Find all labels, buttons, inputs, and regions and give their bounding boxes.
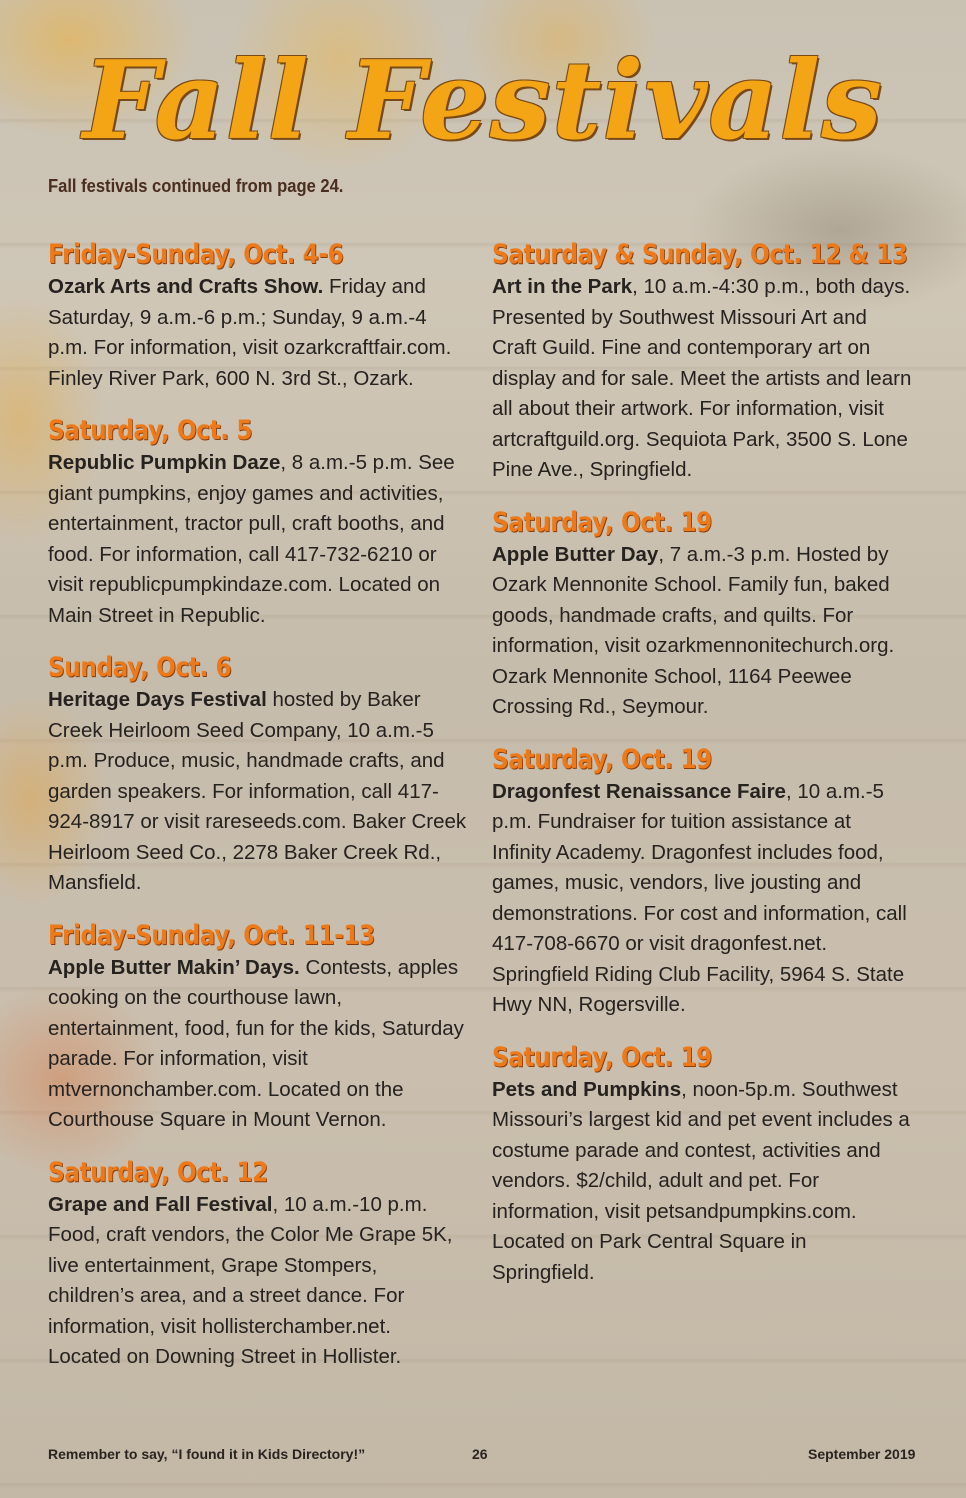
event-date: Saturday, Oct. 19	[492, 1041, 712, 1073]
event-name: Pets and Pumpkins	[492, 1077, 682, 1101]
event-details: Friday and Saturday, 9 a.m.-6 p.m.; Sunday, 9 a.m.-4 p.m. For information, visit ozarkcraftfair.com. Finley River Park, 600 N. 3rd St., Ozark.	[48, 275, 452, 390]
event-date: Saturday, Oct. 12	[48, 1156, 268, 1188]
event-details: , 10 a.m.-10 p.m. Food, craft vendors, the Color Me Grape 5K, live entertainment, Grape Stompers, children’s area, and a street dance. For information, visit hollisterchamber.net. Located on Downing Street in Hollister.	[48, 1192, 453, 1368]
event-name: Dragonfest Renaissance Faire	[492, 779, 786, 803]
event-pets-and-pumpkins	[492, 1041, 912, 1289]
event-name: Art in the Park	[492, 275, 633, 298]
issue-date: September 2019	[808, 1446, 916, 1462]
event-heritage-days	[48, 651, 468, 899]
event-description	[492, 272, 912, 486]
event-date: Friday-Sunday, Oct. 4-6	[48, 239, 344, 270]
event-description	[48, 448, 468, 631]
page-title: Fall Festivals	[82, 38, 884, 164]
event-description	[492, 1075, 912, 1289]
event-details: , noon-5p.m. Southwest Missouri’s largest kid and pet event includes a costume parade and contest, activities and vendors. $2/child, adult and pet. For information, visit petsandpumpkins.com. Located on Park Central Square in Springfield.	[492, 1077, 910, 1284]
event-dragonfest	[492, 743, 912, 1021]
event-description	[48, 1190, 468, 1373]
continued-note: Fall festivals continued from page 24.	[48, 176, 344, 196]
event-details: , 8 a.m.-5 p.m. See giant pumpkins, enjoy games and activities, entertainment, tractor pull, craft booths, and food. For information, call 417-732-6210 or visit republicpumpkindaze.com. Located on Main Street in Republic.	[48, 451, 455, 627]
event-description	[48, 685, 468, 899]
event-details: Contests, apples cooking on the courthouse lawn, entertainment, food, fun for the kids, Saturday parade. For information, visit mtvernonchamber.com. Located on the Courthouse Square in Mount Vernon.	[48, 955, 464, 1131]
event-date: Saturday & Sunday, Oct. 12 & 13	[492, 239, 908, 270]
event-name: Apple Butter Day	[492, 542, 659, 566]
event-grape-fall-festival	[48, 1156, 468, 1373]
event-description	[48, 953, 468, 1136]
event-details: , 7 a.m.-3 p.m. Hosted by Ozark Mennonite School. Family fun, baked goods, handmade crafts, and quilts. For information, visit ozarkmennonitechurch.org. Ozark Mennonite School, 1164 Peewee Crossing Rd., Seymour.	[492, 542, 895, 718]
event-details: , 10 a.m.-5 p.m. Fundraiser for tuition assistance at Infinity Academy. Dragonfest includes food, games, music, vendors, live jousting and demonstrations. For cost and information, call 417-708-6670 or visit dragonfest.net. Springfield Riding Club Facility, 5964 S. State Hwy NN, Rogersville.	[492, 779, 907, 1016]
event-apple-butter-makin-days	[48, 919, 468, 1136]
left-column	[48, 238, 468, 1393]
event-description	[492, 540, 912, 723]
event-date: Saturday, Oct. 19	[492, 743, 712, 775]
event-date: Saturday, Oct. 5	[48, 415, 253, 446]
event-details: hosted by Baker Creek Heirloom Seed Company, 10 a.m.-5 p.m. Produce, music, handmade crafts, and garden speakers. For information, call 417-924-8917 or visit rareseeds.com. Baker Creek Heirloom Seed Co., 2278 Baker Creek Rd., Mansfield.	[48, 688, 467, 894]
event-name: Republic Pumpkin Daze	[48, 451, 281, 474]
event-details: , 10 a.m.-4:30 p.m., both days. Presented by Southwest Missouri Art and Craft Guild. Fine and contemporary art on display and for sale. Meet the artists and learn all about their artwork. For information, visit artcraftguild.org. Sequiota Park, 3500 S. Lone Pine Ave., Springfield.	[492, 275, 912, 481]
event-date: Saturday, Oct. 19	[492, 506, 712, 538]
event-name: Apple Butter Makin’ Days.	[48, 955, 300, 979]
event-art-in-the-park	[492, 238, 912, 486]
right-column	[492, 238, 912, 1308]
event-date: Sunday, Oct. 6	[48, 652, 232, 683]
footer-slogan: Remember to say, “I found it in Kids Directory!”	[48, 1446, 366, 1462]
event-description	[48, 272, 468, 394]
event-ozark-arts-crafts	[48, 238, 468, 394]
event-apple-butter-day	[492, 506, 912, 723]
event-name: Grape and Fall Festival	[48, 1192, 273, 1216]
event-description	[492, 777, 912, 1021]
event-republic-pumpkin-daze	[48, 414, 468, 631]
event-date: Friday-Sunday, Oct. 11-13	[48, 919, 375, 951]
event-name: Heritage Days Festival	[48, 688, 267, 711]
event-name: Ozark Arts and Crafts Show.	[48, 275, 324, 298]
page-number: 26	[472, 1446, 488, 1462]
